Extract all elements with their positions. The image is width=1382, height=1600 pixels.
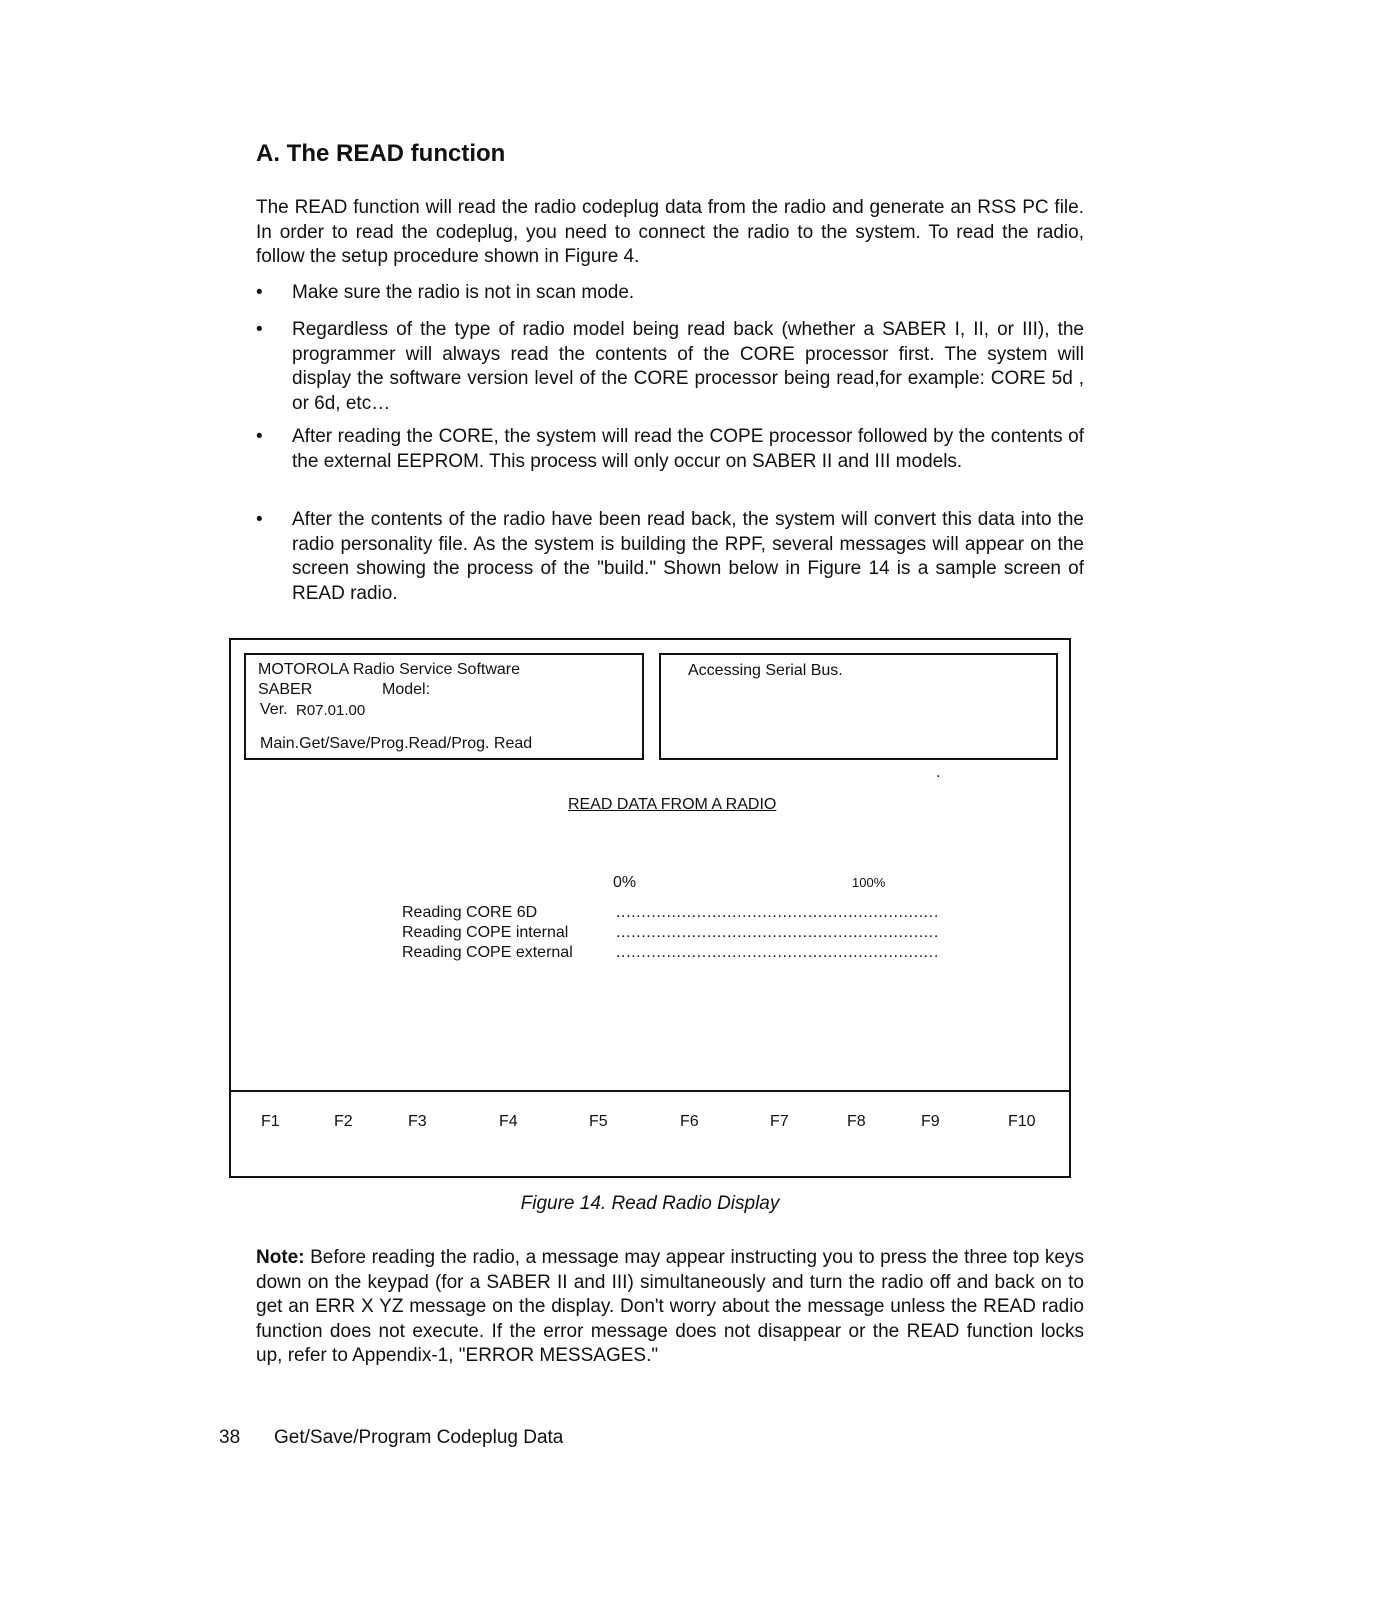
intro-paragraph: The READ function will read the radio codeplug data from the radio and generate an RSS PC file. In order to read the codeplug, you need to connect the radio to the system. To read the radio, follow the setup procedure shown in Figure 4.: [256, 197, 1084, 267]
f9-key[interactable]: F9: [921, 1113, 940, 1130]
f8-key[interactable]: F8: [847, 1113, 866, 1130]
menu-breadcrumb: Main.Get/Save/Prog.Read/Prog. Read: [260, 735, 533, 752]
version-value: R07.01.00: [296, 702, 366, 719]
screen-title: READ DATA FROM A RADIO: [568, 796, 777, 813]
model-label: Model:: [382, 681, 431, 698]
read-step-progress: ................................................................: [616, 944, 939, 961]
radio-family: SABER: [258, 681, 313, 698]
function-key-divider: [229, 1090, 1071, 1092]
note-label: Note:: [256, 1247, 305, 1268]
f1-key[interactable]: F1: [261, 1113, 280, 1130]
read-step-progress: ................................................................: [616, 924, 939, 941]
f3-key[interactable]: F3: [408, 1113, 427, 1130]
bullet-marker: •: [256, 319, 263, 340]
footer-section-title: Get/Save/Program Codeplug Data: [274, 1427, 564, 1448]
f6-key[interactable]: F6: [680, 1113, 699, 1130]
progress-start-label: 0%: [613, 874, 637, 891]
section-heading: A. The READ function: [256, 140, 506, 167]
bullet-item-1: Make sure the radio is not in scan mode.: [292, 282, 635, 303]
software-name: MOTOROLA Radio Service Software: [258, 661, 521, 678]
read-step-label: Reading COPE external: [402, 944, 573, 961]
bullet-item-4: After the contents of the radio have been read back, the system will convert this data into the radio personality file. As the system is building the RPF, several messages will appear on the screen showing the process of the "build." Shown below in Figure 14 is a sample screen of READ radio.: [292, 509, 1084, 604]
status-message: Accessing Serial Bus.: [688, 662, 843, 679]
f4-key[interactable]: F4: [499, 1113, 518, 1130]
read-step-progress: ................................................................: [616, 904, 939, 921]
f10-key[interactable]: F10: [1008, 1113, 1036, 1130]
bullet-item-3: After reading the CORE, the system will read the COPE processor followed by the contents of the external EEPROM. This process will only occur on SABER II and III models.: [292, 426, 1084, 472]
read-step-label: Reading CORE 6D: [402, 904, 538, 921]
note-paragraph: [256, 1246, 1084, 1369]
progress-end-label: 100%: [852, 875, 886, 890]
f5-key[interactable]: F5: [589, 1113, 608, 1130]
version-label: Ver.: [260, 701, 288, 718]
f2-key[interactable]: F2: [334, 1113, 353, 1130]
figure-caption: Figure 14. Read Radio Display: [520, 1193, 780, 1214]
f7-key[interactable]: F7: [770, 1113, 789, 1130]
bullet-item-2: Regardless of the type of radio model being read back (whether a SABER I, II, or III), the programmer will always read the contents of the CORE processor first. The system will display the software version level of the CORE processor being read,for example: CORE 5d , or 6d, etc…: [292, 319, 1084, 414]
read-step-label: Reading COPE internal: [402, 924, 569, 941]
status-dot: .: [936, 764, 941, 781]
page-number: 38: [219, 1427, 241, 1448]
bullet-marker: •: [256, 509, 263, 530]
note-text: Before reading the radio, a message may appear instructing you to press the three top keys down on the keypad (for a SABER II and III) simultaneously and turn the radio off and back on to get an ERR X YZ message on the display. Don't worry about the message unless the READ radio function does not execute. If the error message does not disappear or the READ function locks up, refer to Appendix-1, "ERROR MESSAGES.": [256, 1247, 1084, 1366]
bullet-marker: •: [256, 282, 263, 303]
bullet-marker: •: [256, 426, 263, 447]
